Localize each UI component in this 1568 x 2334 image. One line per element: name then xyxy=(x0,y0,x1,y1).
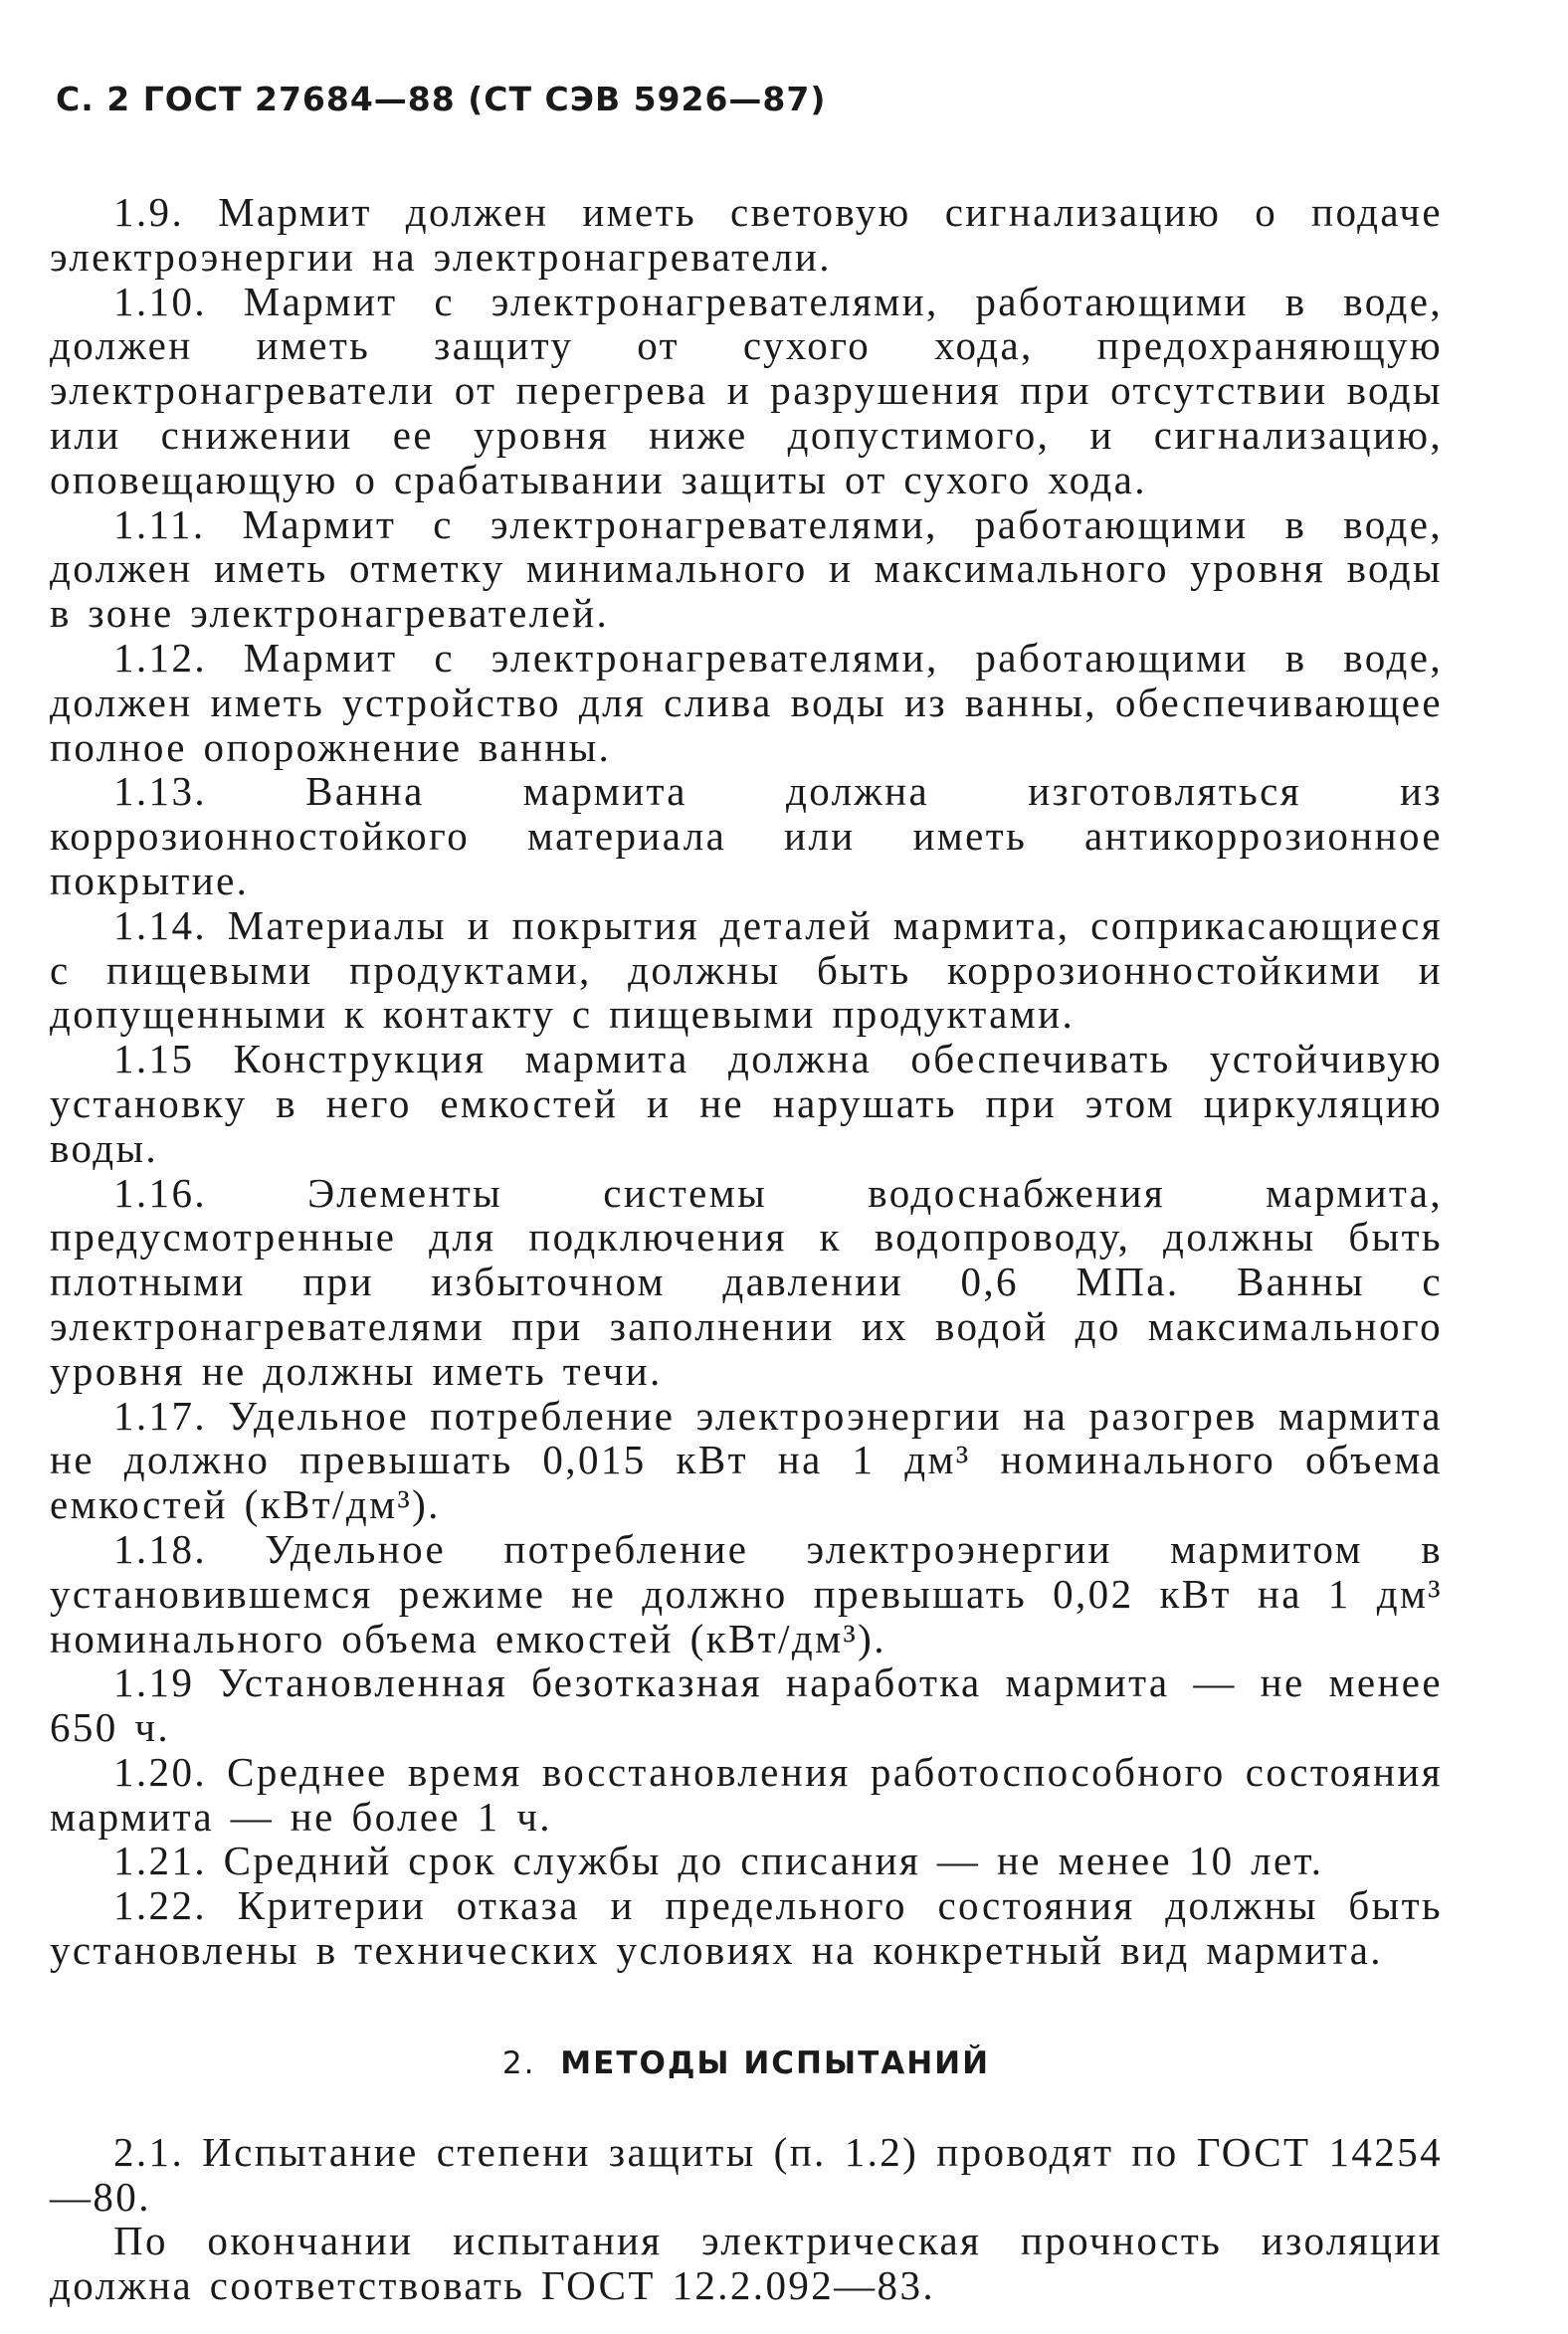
page-header: С. 2 ГОСТ 27684—88 (СТ СЭВ 5926—87) xyxy=(56,80,827,118)
clause-1-19: 1.19 Установленная безотказная наработка мармита — не менее 650 ч. xyxy=(50,1659,1443,1751)
clause-1-15: 1.15 Конструкция мармита должна обеспечивать устойчивую установку в него емкостей и не нарушать при этом циркуляцию воды. xyxy=(50,1036,1443,1171)
clause-1-20: 1.20. Среднее время восстановления работоспособного состояния мармита — не более 1 ч. xyxy=(50,1748,1443,1840)
clause-1-16: 1.16. Элементы системы водоснабжения мармита, предусмотренные для подключения к водопроводу, должны быть плотными при избыточном давлении 0,6 МПа. Ванны с электронагревателями при заполнении их водой до максимального уровня не должны иметь течи. xyxy=(50,1169,1443,1394)
clause-1-13: 1.13. Ванна мармита должна изготовляться из коррозионностойкого материала или иметь антикоррозионное покрытие. xyxy=(50,768,1443,903)
clause-1-11: 1.11. Мармит с электронагревателями, работающими в воде, должен иметь отметку минимального и максимального уровня воды в зоне электронагревателей. xyxy=(50,500,1443,637)
clause-1-10: 1.10. Мармит с электронагревателями, работающими в воде, должен иметь защиту от сухого хода, предохраняющую электронагреватели от перегрева и разрушения при отсутствии воды или снижении ее уровня ниже допустимого, и сигнализацию, оповещающую о срабатывании защиты от сухого хода. xyxy=(50,278,1443,502)
clause-1-12: 1.12. Мармит с электронагревателями, работающими в воде, должен иметь устройство для слива воды из ванны, обеспечивающее полное опорожнение ванны. xyxy=(50,634,1443,770)
section-heading xyxy=(50,2045,1443,2081)
clause-1-18: 1.18. Удельное потребление электроэнергии мармитом в установившемся режиме не должно превышать 0,02 кВт на 1 дм³ номинального объема емкостей (кВт/дм³). xyxy=(50,1525,1443,1661)
section-title: МЕТОДЫ ИСПЫТАНИЙ xyxy=(560,2044,991,2081)
clause-1-22: 1.22. Критерии отказа и предельного состояния должны быть установлены в технических условиях на конкретный вид мармита. xyxy=(50,1882,1443,1974)
clause-1-14: 1.14. Материалы и покрытия деталей мармита, соприкасающиеся с пищевыми продуктами, должны быть коррозионностойкими и допущенными к контакту с пищевыми продуктами. xyxy=(50,901,1443,1038)
clause-1-17: 1.17. Удельное потребление электроэнергии на разогрев мармита не должно превышать 0,015 кВт на 1 дм³ номинального объема емкостей (кВт/дм³). xyxy=(50,1392,1443,1528)
clause-2-1-continued: По окончании испытания электрическая прочность изоляции должна соответствовать ГОСТ 12.2.092—83. xyxy=(50,2218,1443,2309)
document-page xyxy=(50,80,1443,2308)
section-number: 2. xyxy=(501,2044,536,2081)
clause-2-1: 2.1. Испытание степени защиты (п. 1.2) проводят по ГОСТ 14254—80. xyxy=(50,2128,1443,2220)
clause-1-9: 1.9. Мармит должен иметь световую сигнализацию о подаче электроэнергии на электронагреватели. xyxy=(50,189,1443,280)
clause-1-21: 1.21. Средний срок службы до списания — не менее 10 лет. xyxy=(113,1838,1324,1884)
